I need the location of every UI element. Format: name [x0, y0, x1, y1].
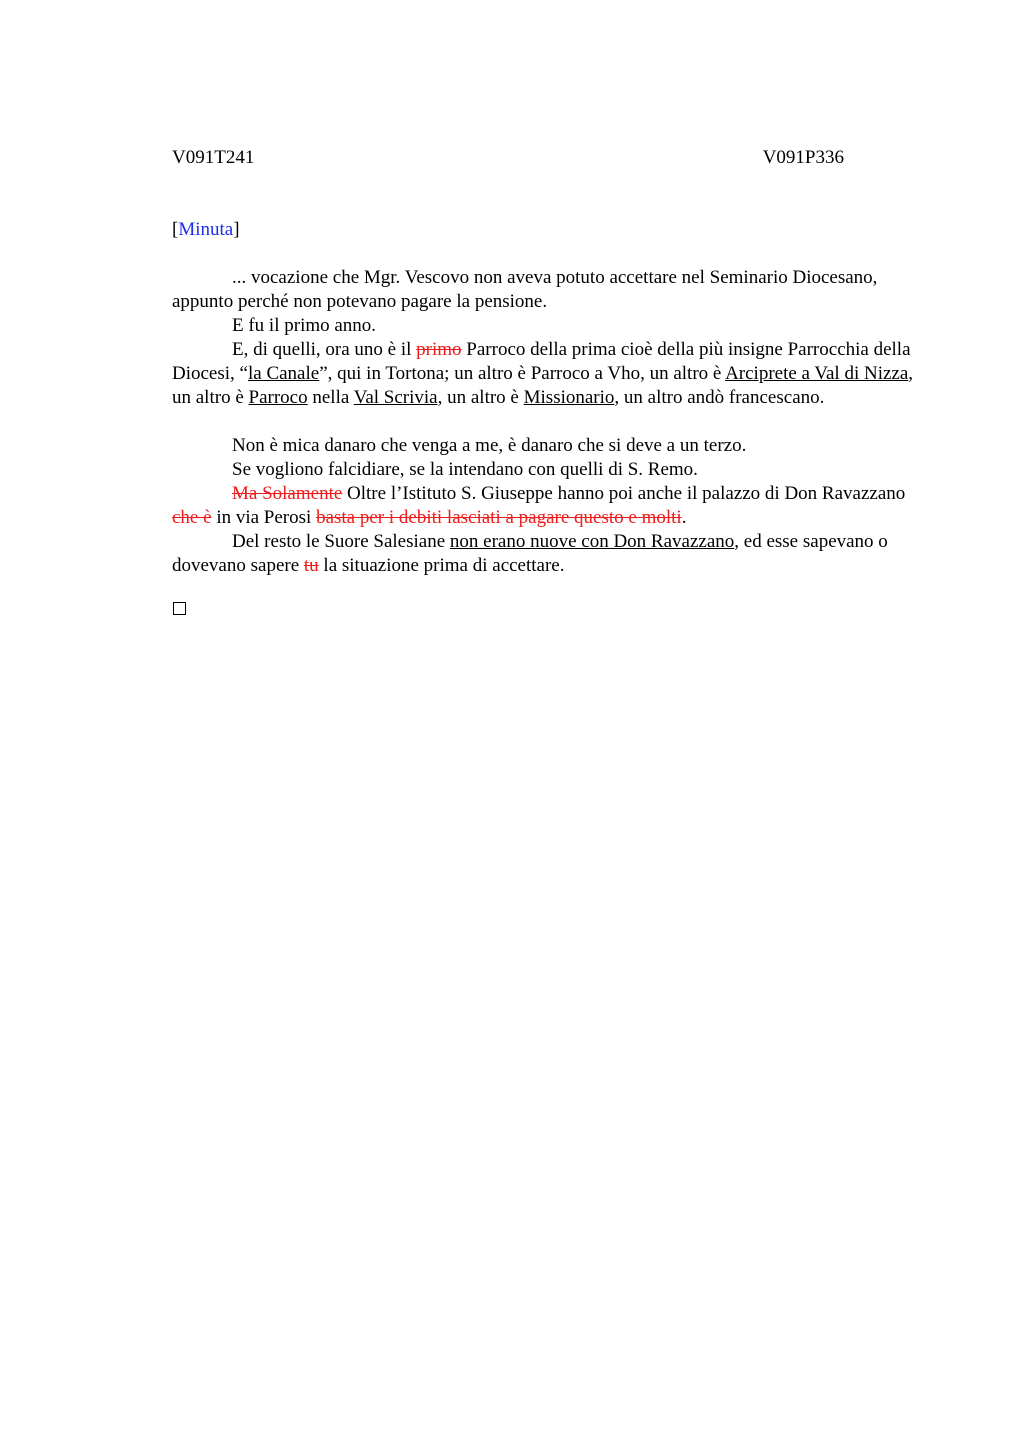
- text-run: , un altro è: [172, 363, 914, 408]
- deleted-text: che è: [172, 507, 212, 528]
- text-run: in via Perosi: [211, 507, 317, 528]
- label-bracket-close: ]: [233, 219, 240, 240]
- document-body: [172, 266, 932, 578]
- text-run: la situazione prima di accettare.: [318, 555, 565, 576]
- paragraph-2: [172, 314, 932, 338]
- paragraph-7: [172, 530, 932, 578]
- text-run: E fu il primo anno.: [232, 315, 377, 336]
- text-run: ... vocazione che Mgr. Vescovo non aveva potuto accettare nel Seminario Diocesano, appunto perché non potevano pagare la pensione.: [172, 267, 878, 312]
- document-code: V091T241: [172, 147, 255, 168]
- text-run: , un altro è: [437, 387, 524, 408]
- deleted-text: tu: [303, 555, 319, 576]
- underlined-text: Val Scrivia: [353, 387, 438, 408]
- text-run: Parroco della prima cioè della più insigne Parrocchia della Diocesi, “: [172, 339, 911, 384]
- underlined-text: Missionario: [523, 387, 615, 408]
- paragraph-1: [172, 266, 932, 314]
- paragraph-gap: [172, 410, 932, 434]
- underlined-text: non erano nuove con Don Ravazzano: [449, 531, 735, 552]
- section-label: [172, 218, 240, 242]
- end-marker-box: [173, 602, 186, 615]
- page-header: [172, 146, 844, 170]
- paragraph-5: [172, 458, 932, 482]
- label-bracket-open: [: [172, 219, 179, 240]
- text-run: , ed esse sapevano o dovevano sapere: [172, 531, 888, 576]
- deleted-text: Ma Solamente: [232, 483, 343, 504]
- text-run: Del resto le Suore Salesiane: [232, 531, 450, 552]
- text-run: Non è mica danaro che venga a me, è danaro che si deve a un terzo.: [232, 435, 747, 456]
- text-run: .: [681, 507, 687, 528]
- text-run: ”, qui in Tortona; un altro è Parroco a Vho, un altro è: [319, 363, 726, 384]
- paragraph-4: [172, 434, 932, 458]
- paragraph-3: [172, 338, 932, 410]
- label-minuta: Minuta: [178, 219, 234, 240]
- paragraph-6: [172, 482, 932, 530]
- underlined-text: Arciprete a Val di Nizza: [725, 363, 909, 384]
- deleted-text: basta per i debiti lasciati a pagare questo e molti: [316, 507, 682, 528]
- text-run: nella: [307, 387, 354, 408]
- text-run: Oltre l’Istituto S. Giuseppe hanno poi anche il palazzo di Don Ravazzano: [342, 483, 906, 504]
- page-code: V091P336: [762, 147, 844, 168]
- text-run: Se vogliono falcidiare, se la intendano con quelli di S. Remo.: [232, 459, 698, 480]
- deleted-text: primo: [416, 339, 462, 360]
- underlined-text: Parroco: [248, 387, 308, 408]
- underlined-text: la Canale: [247, 363, 320, 384]
- text-run: E, di quelli, ora uno è il: [232, 339, 417, 360]
- text-run: , un altro andò francescano.: [614, 387, 825, 408]
